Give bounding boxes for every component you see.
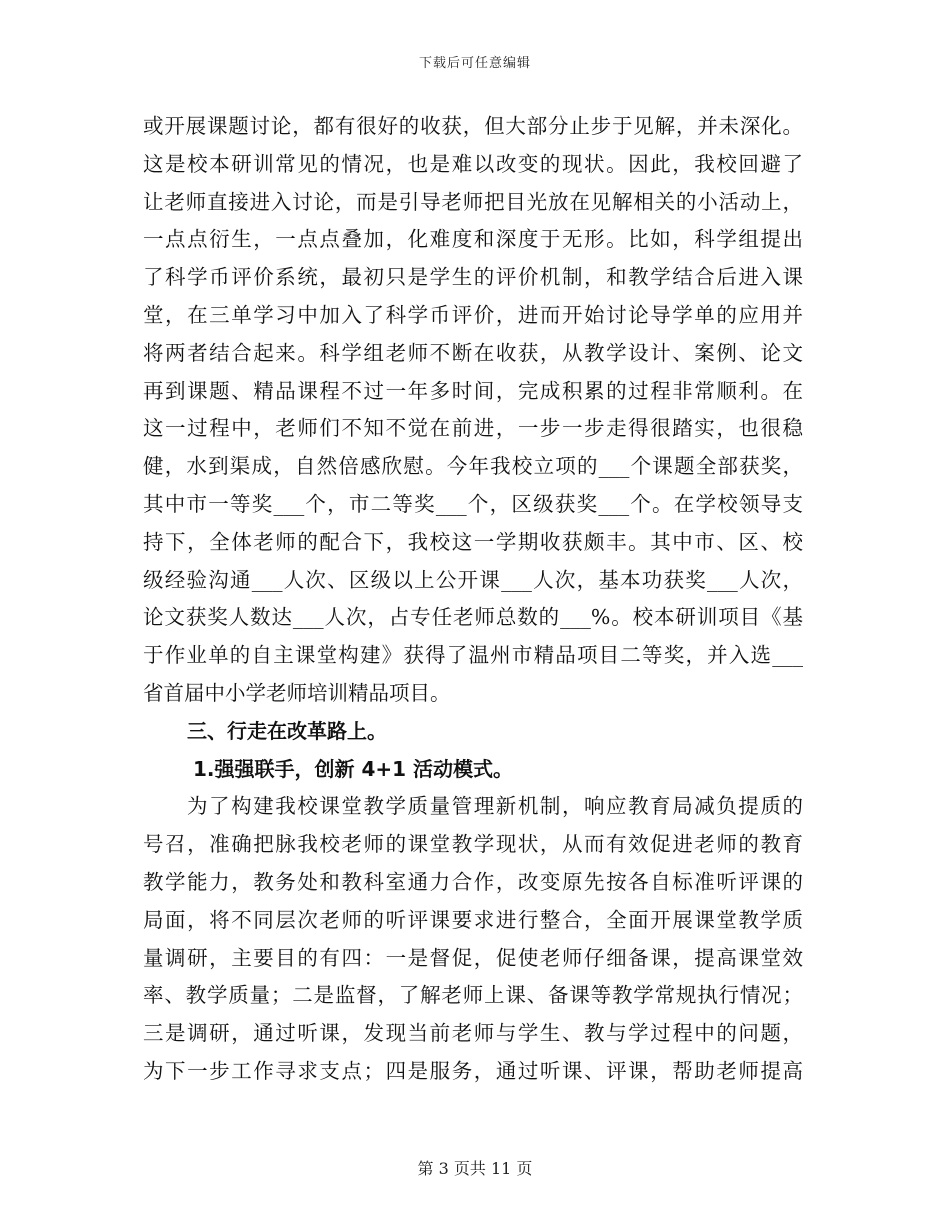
section-heading: 三、行走在改革路上。 <box>187 718 387 743</box>
paragraph-line: 论文获奖人数达___人次，占专任老师总数的___%。校本研训项目《基 <box>143 605 803 630</box>
document-body <box>143 108 803 1091</box>
paragraph-line: 健，水到渠成，自然倍感欣慰。今年我校立项的___个课题全部获奖， <box>143 454 803 479</box>
paragraph-line: 或开展课题讨论，都有很好的收获，但大部分止步于见解，并未深化。 <box>143 114 803 138</box>
paragraph-line: 再到课题、精品课程不过一年多时间，完成积累的过程非常顺利。在 <box>143 378 803 403</box>
paragraph-line: 三是调研，通过听课，发现当前老师与学生、教与学过程中的问题， <box>143 1021 803 1046</box>
paragraph-line: 一点点衍生，一点点叠加，化难度和深度于无形。比如，科学组提出 <box>143 227 803 252</box>
paragraph-line: 让老师直接进入讨论，而是引导老师把目光放在见解相关的小活动上， <box>143 189 803 214</box>
paragraph-line: 局面，将不同层次老师的听评课要求进行整合，全面开展课堂教学质 <box>143 907 803 932</box>
paragraph-line: 将两者结合起来。科学组老师不断在收获，从教学设计、案例、论文 <box>143 340 803 365</box>
paragraph-line: 为了构建我校课堂教学质量管理新机制，响应教育局减负提质的 <box>187 794 803 819</box>
paragraph-line: 了科学币评价系统，最初只是学生的评价机制，和教学结合后进入课 <box>143 265 803 290</box>
paragraph-line: 这一过程中，老师们不知不觉在前进，一步一步走得很踏实，也很稳 <box>143 416 803 441</box>
paragraph-line: 这是校本研训常见的情况，也是难以改变的现状。因此，我校回避了 <box>143 151 803 176</box>
paragraph-line: 堂，在三单学习中加入了科学币评价，进而开始讨论导学单的应用并 <box>143 302 803 327</box>
paragraph-line: 省首届中小学老师培训精品项目。 <box>143 680 451 705</box>
paragraph-line: 级经验沟通___人次、区级以上公开课___人次，基本功获奖___人次， <box>143 567 803 592</box>
subsection-heading: 1.强强联手，创新 4+1 活动模式。 <box>193 756 514 781</box>
paragraph-line: 率、教学质量；二是监督，了解老师上课、备课等教学常规执行情况； <box>143 983 803 1008</box>
paragraph-line: 教学能力，教务处和教科室通力合作，改变原先按各自标准听评课的 <box>143 869 803 894</box>
paragraph-line: 号召，准确把脉我校老师的课堂教学现状，从而有效促进老师的教育 <box>143 832 803 857</box>
paragraph-line: 于作业单的自主课堂构建》获得了温州市精品项目二等奖，并入选___ <box>143 643 803 668</box>
paragraph-line: 为下一步工作寻求支点；四是服务，通过听课、评课，帮助老师提高 <box>143 1058 803 1083</box>
paragraph-line: 持下，全体老师的配合下，我校这一学期收获颇丰。其中市、区、校 <box>143 529 803 554</box>
paragraph-line: 量调研，主要目的有四：一是督促，促使老师仔细备课，提高课堂效 <box>143 945 803 970</box>
paragraph-line: 其中市一等奖___个，市二等奖___个，区级获奖___个。在学校领导支 <box>143 491 803 516</box>
page-footer: 第 3 页共 11 页 <box>417 1159 533 1178</box>
page-header: 下载后可任意编辑 <box>418 56 531 71</box>
